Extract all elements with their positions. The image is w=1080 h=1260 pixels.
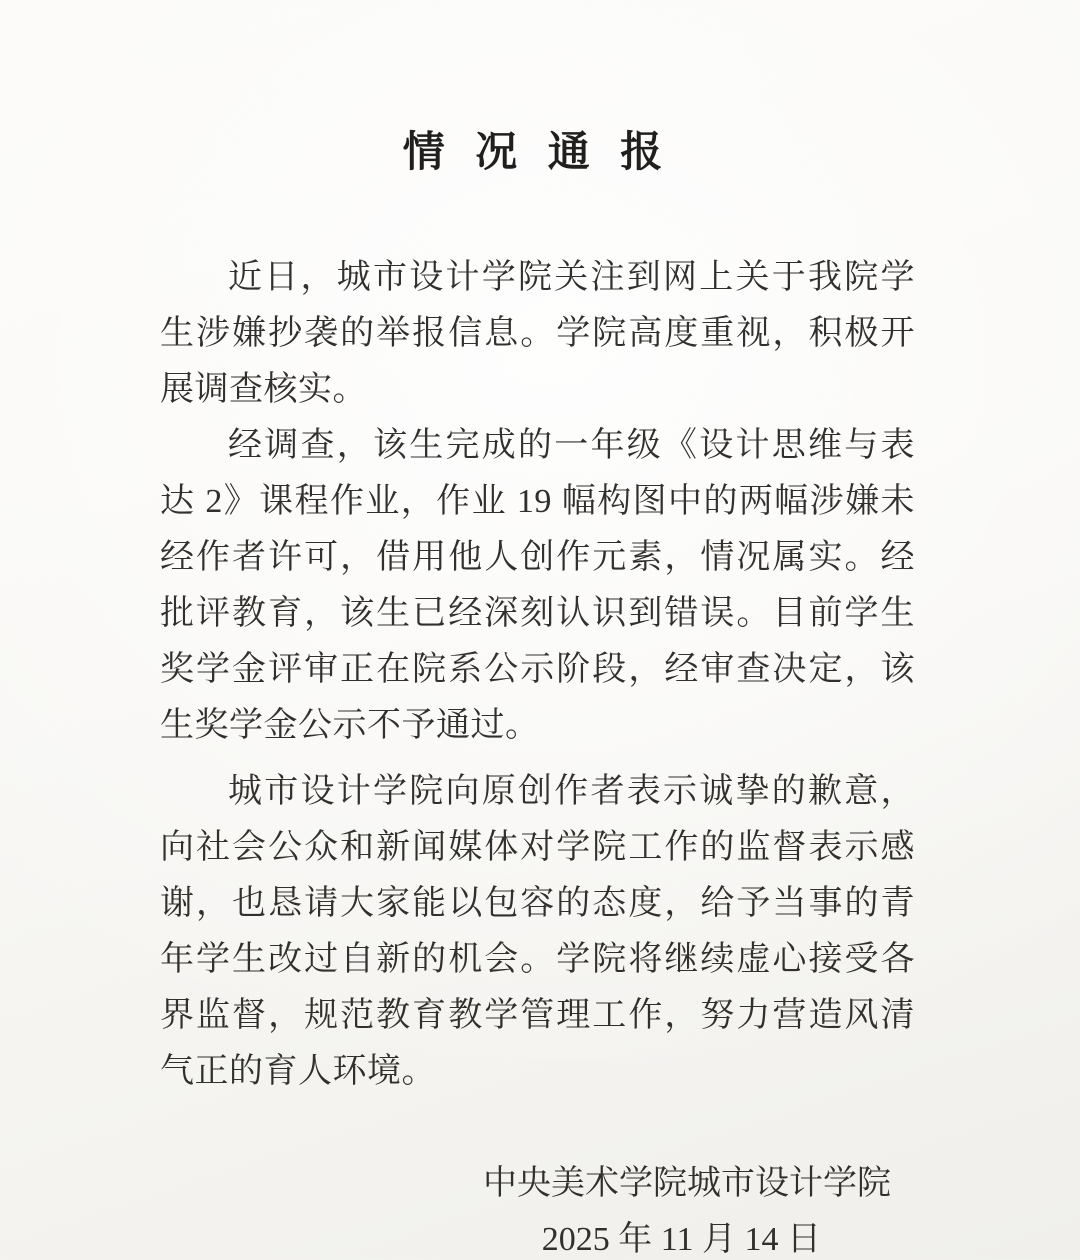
issue-date: 2025 年 11 月 14 日: [541, 1221, 821, 1258]
notice-body: [160, 250, 915, 1100]
notice-paragraph-3: 城市设计学院向原创作者表示诚挚的歉意，向社会公众和新闻媒体对学院工作的监督表示感谢，也恳请大家能以包容的态度，给予当事的青年学生改过自新的机会。学院将继续虚心接受各界监督，规范教育教学管理工作，努力营造风清气正的育人环境。: [160, 773, 915, 1090]
notice-title: 情 况 通 报: [402, 130, 673, 176]
notice-paragraph-2: 经调查，该生完成的一年级《设计思维与表达 2》课程作业，作业 19 幅构图中的两幅涉嫌未经作者许可，借用他人创作元素，情况属实。经批评教育，该生已经深刻认识到错误。目前学生奖学金评审正在院系公示阶段，经审查决定，该生奖学金公示不予通过。: [160, 427, 915, 744]
issuer-signature: 中央美术学院城市设计学院: [483, 1165, 891, 1202]
signature-block: [160, 1156, 915, 1260]
notice-paragraph-1: 近日，城市设计学院关注到网上关于我院学生涉嫌抄袭的举报信息。学院高度重视，积极开展调查核实。: [160, 259, 915, 408]
